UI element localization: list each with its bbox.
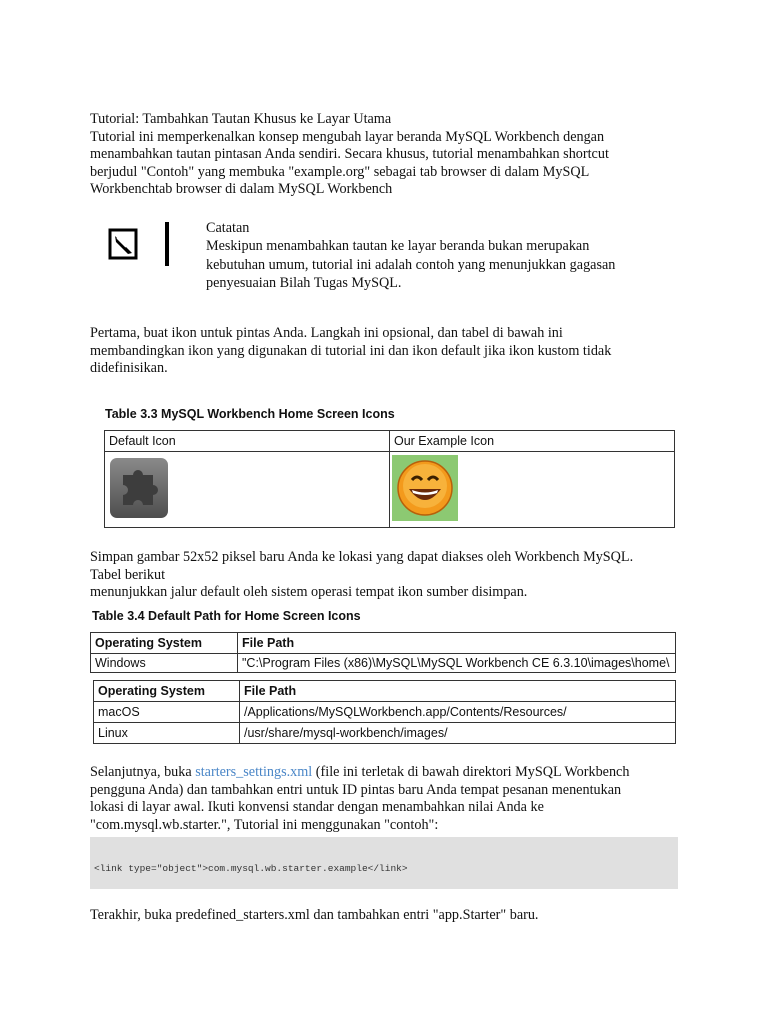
table34-header-os: Operating System [91, 633, 238, 654]
paragraph-line: pengguna Anda) dan tambahkan entri untuk ID pintas baru Anda tempat pesanan menentukan [90, 781, 622, 798]
note-title: Catatan [206, 220, 250, 236]
code-block: <link type="object">com.mysql.wb.starter.example</link> [90, 837, 678, 889]
paragraph-line: membandingkan ikon yang digunakan di tutorial ini dan ikon default jika ikon kustom tidak [90, 342, 612, 359]
table33-cell-example [390, 452, 675, 528]
table33 [104, 430, 675, 528]
note-line: penyesuaian Bilah Tugas MySQL. [206, 275, 402, 292]
table34b-cell-os: Linux [94, 723, 240, 744]
settings-post: (file ini terletak di bawah direktori MySQL Workbench [312, 764, 630, 780]
note-pencil-icon [106, 224, 142, 264]
table34b [93, 680, 676, 744]
paragraph-line: lokasi di layar awal. Ikuti konvensi standar dengan menambahkan nilai Anda ke [90, 799, 544, 816]
paragraph-settings [90, 764, 629, 834]
paragraph-line: Pertama, buat ikon untuk pintas Anda. Langkah ini opsional, dan tabel di bawah ini [90, 325, 563, 341]
paragraph-line: Terakhir, buka predefined_starters.xml dan tambahkan entri "app.Starter" baru. [90, 907, 539, 923]
table34-caption: Table 3.4 Default Path for Home Screen Icons [92, 609, 361, 623]
table34-cell-path: "C:\Program Files (x86)\MySQL\MySQL Workbench CE 6.3.10\images\home\ [238, 654, 676, 673]
table33-cell-default [105, 452, 390, 528]
puzzle-piece-icon [109, 508, 169, 522]
note-divider [165, 222, 169, 266]
table34b-cell-path: /usr/share/mysql-workbench/images/ [240, 723, 676, 744]
paragraph-line: Tabel berikut [90, 566, 166, 583]
table34b-header-os: Operating System [94, 681, 240, 702]
table34b-cell-path: /Applications/MySQLWorkbench.app/Contents/Resources/ [240, 702, 676, 723]
paragraph-line [90, 764, 629, 782]
table34b-header-path: File Path [240, 681, 676, 702]
table34-header-path: File Path [238, 633, 676, 654]
settings-pre: Selanjutnya, buka [90, 764, 196, 780]
paragraph-line: menunjukkan jalur default oleh sistem operasi tempat ikon sumber disimpan. [90, 584, 528, 601]
smiley-face-icon [392, 510, 458, 524]
intro-line: Workbenchtab browser di dalam MySQL Workbench [90, 181, 393, 198]
intro-line: Tutorial ini memperkenalkan konsep mengubah layar beranda MySQL Workbench dengan [90, 128, 605, 145]
table33-header-example: Our Example Icon [390, 431, 675, 452]
note-line: kebutuhan umum, tutorial ini adalah contoh yang menunjukkan gagasan [206, 256, 616, 273]
starters-settings-link[interactable]: starters_settings.xml [195, 764, 313, 780]
table34b-cell-os: macOS [94, 702, 240, 723]
table34-cell-os: Windows [91, 654, 238, 673]
intro-line: berjudul "Contoh" yang membuka "example.org" sebagai tab browser di dalam MySQL [90, 163, 590, 180]
paragraph-path [90, 549, 633, 602]
intro-block [90, 111, 609, 199]
table33-caption: Table 3.3 MySQL Workbench Home Screen Icons [105, 407, 395, 421]
table34 [90, 632, 676, 673]
paragraph-line: didefinisikan. [90, 360, 168, 377]
note-line: Meskipun menambahkan tautan ke layar beranda bukan merupakan [206, 238, 590, 255]
intro-line: menambahkan tautan pintasan Anda sendiri. Secara khusus, tutorial menambahkan shortcut [90, 146, 609, 163]
page-title: Tutorial: Tambahkan Tautan Khusus ke Layar Utama [90, 111, 392, 127]
note-block [206, 219, 615, 293]
table33-header-default: Default Icon [105, 431, 390, 452]
paragraph-line: "com.mysql.wb.starter.", Tutorial ini menggunakan "contoh": [90, 816, 439, 833]
paragraph-final [90, 907, 538, 925]
paragraph-icons [90, 325, 611, 378]
paragraph-line: Simpan gambar 52x52 piksel baru Anda ke lokasi yang dapat diakses oleh Workbench MySQL. [90, 549, 634, 565]
